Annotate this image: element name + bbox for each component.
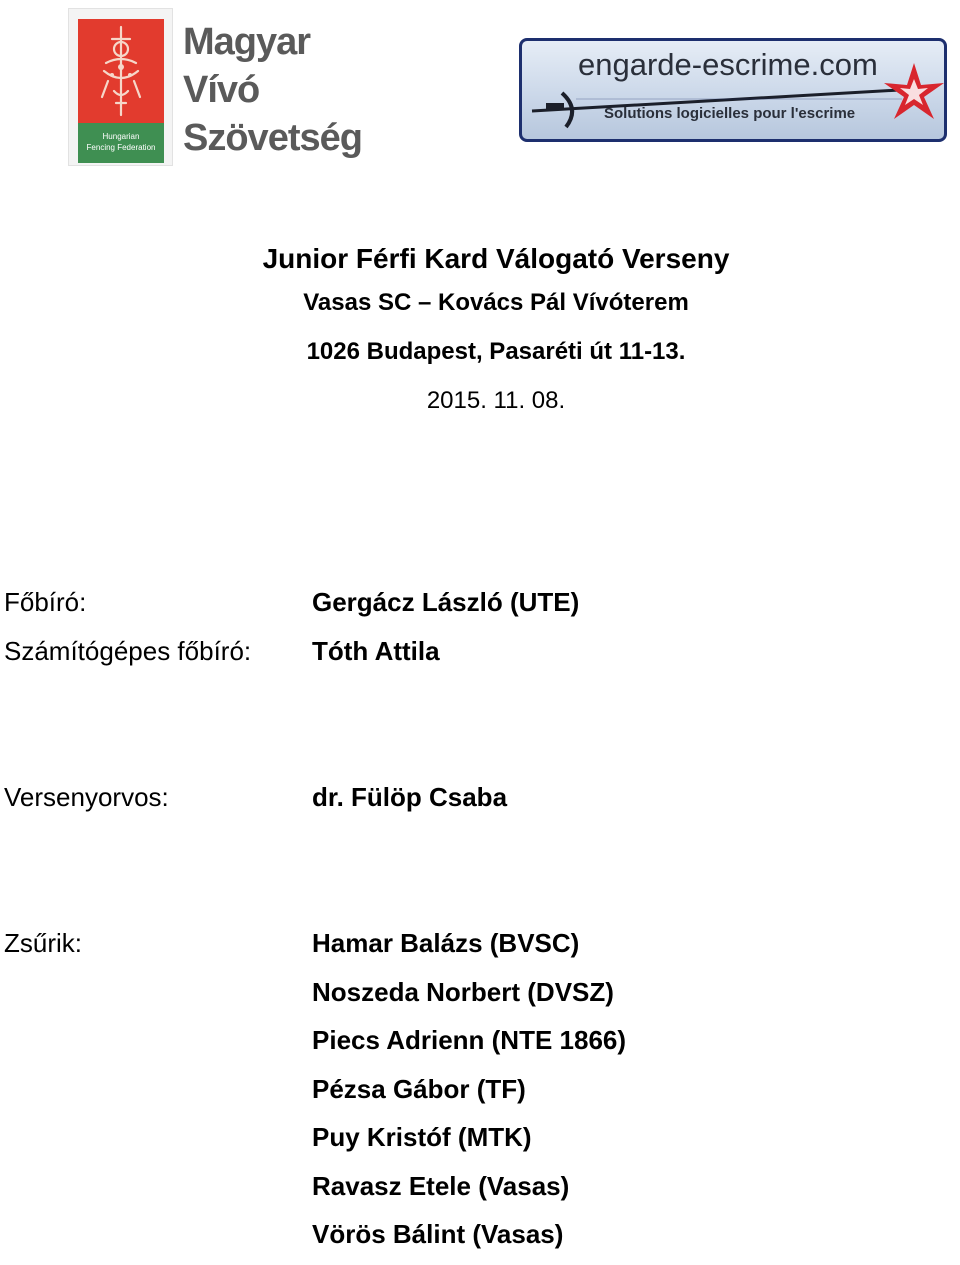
doctor-label: Versenyorvos: <box>4 782 169 812</box>
mvsz-wordmark <box>183 18 362 162</box>
doctor-value: dr. Fülöp Csaba <box>312 782 508 812</box>
mvsz-word-2: Vívó <box>183 69 260 111</box>
mvsz-emblem-red-field <box>78 19 164 123</box>
jury-member: Pézsa Gábor (TF) <box>312 1073 526 1104</box>
jury-member: Noszeda Norbert (DVSZ) <box>312 976 614 1007</box>
computer-referee-label: Számítógépes főbíró: <box>4 636 252 666</box>
jury-member: Hamar Balázs (BVSC) <box>312 928 580 958</box>
engarde-logo <box>519 38 947 142</box>
jury-label: Zsűrik: <box>4 928 82 958</box>
jury-member: Puy Kristóf (MTK) <box>312 1122 532 1152</box>
mvsz-caption-line2: Fencing Federation <box>86 143 156 152</box>
competition-title: Junior Férfi Kard Válogató Verseny <box>262 243 730 274</box>
competition-address: 1026 Budapest, Pasaréti út 11-13. <box>306 338 686 365</box>
competition-header <box>0 238 960 420</box>
computer-referee-value: Tóth Attila <box>312 636 440 666</box>
head-referee-label: Főbíró: <box>4 587 87 617</box>
head-referee-value: Gergácz László (UTE) <box>312 587 580 617</box>
mvsz-emblem <box>68 8 173 166</box>
engarde-title: engarde-escrime.com <box>578 47 878 82</box>
mvsz-word-1: Magyar <box>183 21 311 63</box>
mvsz-word-3: Szövetség <box>183 117 362 159</box>
jury-member: Piecs Adrienn (NTE 1866) <box>312 1025 627 1055</box>
competition-venue: Vasas SC – Kovács Pál Vívóterem <box>303 289 689 316</box>
jury-member: Vörös Bálint (Vasas) <box>312 1219 564 1249</box>
fencer-emblem-icon <box>78 19 164 123</box>
mvsz-caption <box>78 123 164 163</box>
jury-list <box>312 925 626 1265</box>
mvsz-logo <box>68 8 362 168</box>
mvsz-caption-line1: Hungarian <box>102 132 140 141</box>
jury-member: Ravasz Etele (Vasas) <box>312 1170 570 1201</box>
engarde-subtitle: Solutions logicielles pour l'escrime <box>604 105 856 122</box>
competition-date: 2015. 11. 08. <box>426 387 566 414</box>
